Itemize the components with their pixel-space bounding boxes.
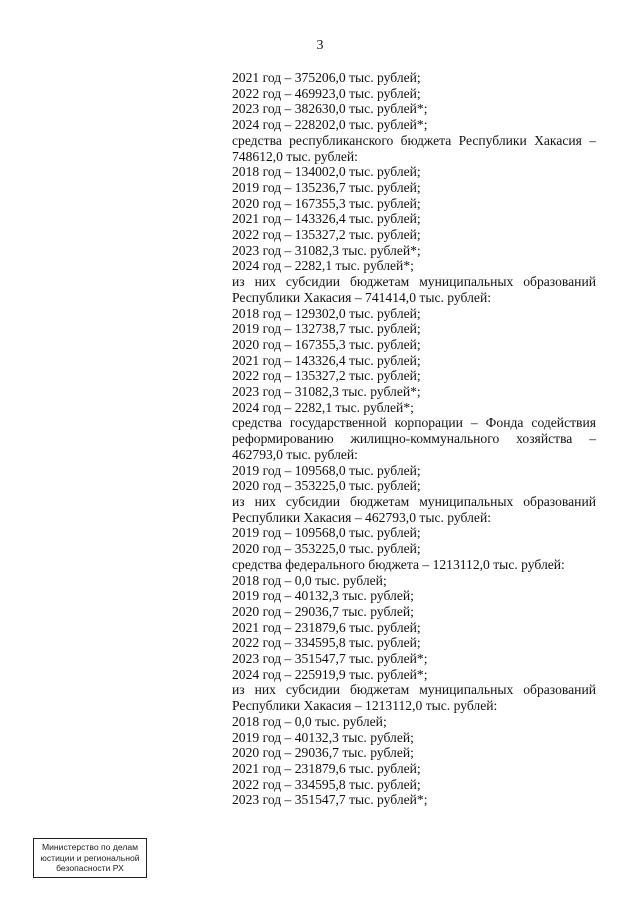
text-line: 2018 год – 134002,0 тыс. рублей;	[232, 164, 421, 180]
text-line: 2022 год – 135327,2 тыс. рублей;	[232, 368, 421, 384]
text-line: 2023 год – 351547,7 тыс. рублей*;	[232, 651, 428, 667]
text-line: 2020 год – 353225,0 тыс. рублей;	[232, 478, 421, 494]
text-line: 2019 год – 109568,0 тыс. рублей;	[232, 462, 421, 478]
text-line: 2020 год – 167355,3 тыс. рублей;	[232, 195, 421, 211]
text-paragraph: из них субсидии бюджетам муниципальных образований Республики Хакасия – 1213112,0 тыс. рублей:	[232, 682, 596, 714]
text-line: 2020 год – 353225,0 тыс. рублей;	[232, 541, 421, 557]
text-line: 2022 год – 334595,8 тыс. рублей;	[232, 776, 421, 792]
text-line: 2018 год – 129302,0 тыс. рублей;	[232, 305, 421, 321]
text-paragraph: средства республиканского бюджета Республики Хакасия – 748612,0 тыс. рублей:	[232, 132, 596, 164]
text-line: 2020 год – 29036,7 тыс. рублей;	[232, 603, 414, 619]
text-line: 2023 год – 382630,0 тыс. рублей*;	[232, 101, 428, 117]
ministry-stamp	[33, 838, 147, 878]
text-line: средства федерального бюджета – 1213112,0 тыс. рублей:	[232, 556, 565, 572]
text-line: 2024 год – 2282,1 тыс. рублей*;	[232, 399, 414, 415]
text-line: 2018 год – 0,0 тыс. рублей;	[232, 572, 387, 588]
text-line: 2024 год – 225919,9 тыс. рублей*;	[232, 666, 428, 682]
text-line: 2024 год – 228202,0 тыс. рублей*;	[232, 117, 428, 133]
text-line: 2021 год – 375206,0 тыс. рублей;	[232, 70, 421, 85]
text-line: 2021 год – 231879,6 тыс. рублей;	[232, 619, 421, 635]
text-line: 2019 год – 132738,7 тыс. рублей;	[232, 321, 421, 337]
text-line: 2022 год – 135327,2 тыс. рублей;	[232, 227, 421, 243]
text-line: 2020 год – 29036,7 тыс. рублей;	[232, 745, 414, 761]
page-number: 3	[316, 38, 324, 53]
stamp-line-3: безопасности РХ	[56, 863, 124, 873]
text-paragraph: из них субсидии бюджетам муниципальных образований Республики Хакасия – 462793,0 тыс. рублей:	[232, 493, 596, 525]
text-line: 2019 год – 40132,3 тыс. рублей;	[232, 729, 414, 745]
text-line: 2022 год – 469923,0 тыс. рублей;	[232, 85, 421, 101]
text-line: 2023 год – 351547,7 тыс. рублей*;	[232, 792, 428, 808]
stamp-line-1: Министерство по делам	[41, 842, 139, 852]
text-line: 2023 год – 31082,3 тыс. рублей*;	[232, 242, 421, 258]
text-paragraph: из них субсидии бюджетам муниципальных образований Республики Хакасия – 741414,0 тыс. рублей:	[232, 274, 596, 305]
text-line: 2024 год – 2282,1 тыс. рублей*;	[232, 258, 414, 274]
text-line: 2021 год – 231879,6 тыс. рублей;	[232, 760, 421, 776]
text-line: 2020 год – 167355,3 тыс. рублей;	[232, 336, 421, 352]
text-paragraph: средства государственной корпорации – Фонда содействия реформированию жилищно-коммунального хозяйства – 462793,0 тыс. рублей:	[232, 415, 596, 462]
text-line: 2019 год – 40132,3 тыс. рублей;	[232, 588, 414, 604]
stamp-line-2: юстиции и региональной	[40, 852, 140, 863]
text-line: 2021 год – 143326,4 тыс. рублей;	[232, 352, 421, 368]
text-line: 2023 год – 31082,3 тыс. рублей*;	[232, 384, 421, 400]
text-line: 2021 год – 143326,4 тыс. рублей;	[232, 211, 421, 227]
text-line: 2019 год – 109568,0 тыс. рублей;	[232, 525, 421, 541]
text-line: 2022 год – 334595,8 тыс. рублей;	[232, 635, 421, 651]
text-line: 2018 год – 0,0 тыс. рублей;	[232, 713, 387, 729]
text-line: 2019 год – 135236,7 тыс. рублей;	[232, 179, 421, 195]
budget-text-block	[232, 70, 596, 808]
